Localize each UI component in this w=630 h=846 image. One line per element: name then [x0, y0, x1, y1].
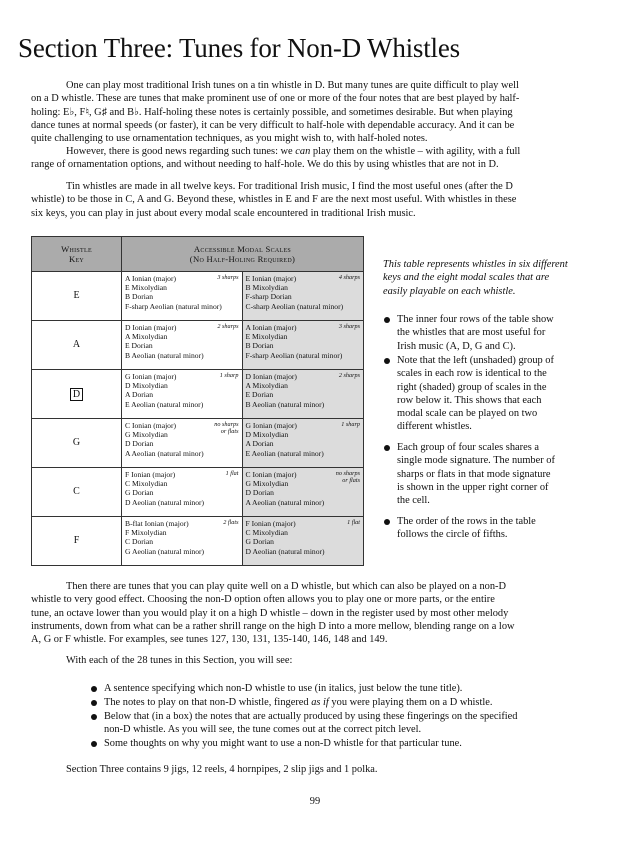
whistle-key-label: D	[70, 388, 83, 401]
scale-group-cell-right	[242, 272, 364, 321]
scale-name: F Ionian (major)	[245, 519, 296, 528]
mode-signature: 1 sharp	[219, 372, 239, 379]
scale-name: F Ionian (major)	[125, 470, 176, 479]
scale-name: A Dorian	[125, 390, 154, 400]
scale-name: E Mixolydian	[125, 283, 167, 293]
scale-name: C Ionian (major)	[245, 470, 297, 479]
table-row	[32, 321, 364, 370]
mode-signature: 2 sharps	[217, 323, 239, 330]
note-bullet: Each group of four scales shares a single mode signature. The number of sharps or flats in that mode signature is shown in the upper right corner of the cell.	[397, 441, 573, 507]
whistle-key-label: G	[72, 437, 81, 449]
accessible-scales-header: Accessible Modal Scales (No Half-Holing Required)	[122, 237, 364, 272]
table-row	[32, 272, 364, 321]
table-header-row	[32, 237, 364, 272]
text-line: This table represents whistles in six different	[383, 259, 568, 270]
scale-group-cell-left	[122, 321, 243, 370]
whistle-key-label: F	[73, 535, 80, 547]
scale-name: E Ionian (major)	[245, 274, 297, 283]
scale-name: F-sharp Dorian	[245, 292, 292, 302]
mode-signature: 3 sharps	[338, 323, 360, 330]
intro-paragraph-2	[31, 145, 586, 172]
scale-name: D Mixolydian	[245, 430, 289, 440]
scale-name: G Aeolian (natural minor)	[125, 546, 205, 556]
body-paragraph-1	[31, 580, 586, 646]
scale-name: D Dorian	[245, 488, 274, 498]
whistle-key-label: A	[72, 339, 81, 351]
text-line: six keys, you can play in just about every modal scale encountered in traditional Irish music.	[31, 207, 416, 219]
scale-name: A Mixolydian	[125, 332, 168, 342]
scale-group-cell-right	[242, 468, 364, 517]
scale-name: G Mixolydian	[125, 430, 168, 440]
note-bullet: Note that the left (unshaded) group of scales in each row is identical to the right (shaded) group of scales in the row below it. This shows that each modal scale can be played on two different whistles.	[397, 354, 573, 434]
whistle-key-label: E	[73, 290, 80, 302]
section-summary: Section Three contains 9 jigs, 12 reels, 4 hornpipes, 2 slip jigs and 1 polka.	[66, 764, 378, 775]
whistle-key-cell	[32, 468, 122, 517]
scale-group-cell-left	[122, 370, 243, 419]
scale-name: B Dorian	[125, 292, 154, 302]
scale-name: F-sharp Aeolian (natural minor)	[125, 301, 222, 311]
mode-signature: 2 sharps	[338, 372, 360, 379]
scale-name: D Dorian	[125, 439, 154, 449]
note-bullet: The inner four rows of the table show the whistles that are most useful for Irish music (A, D, G and C).	[397, 313, 573, 353]
text-line: keys and the eight modal scales that are	[383, 272, 550, 284]
scale-name: B-flat Ionian (major)	[125, 519, 189, 528]
scale-name: E Dorian	[125, 341, 153, 351]
whistle-key-cell	[32, 321, 122, 370]
list-item: A sentence specifying which non-D whistle to use (in italics, just below the tune title).	[104, 682, 586, 695]
scale-name: G Ionian (major)	[245, 421, 297, 430]
scale-group-cell-right	[242, 370, 364, 419]
scale-name: A Dorian	[245, 439, 274, 449]
text-line: on a D whistle. These are tunes that make prominent use of one or more of the four notes that are best played by half-	[31, 93, 520, 105]
scale-name: G Ionian (major)	[125, 372, 177, 381]
scale-group-cell-right	[242, 321, 364, 370]
scale-name: C Mixolydian	[125, 479, 168, 489]
scale-name: E Aeolian (natural minor)	[245, 448, 324, 458]
mode-signature: 2 flats	[223, 519, 239, 526]
scale-name: B Aeolian (natural minor)	[125, 350, 204, 360]
page-number: 99	[309, 796, 321, 807]
scale-name: D Aeolian (natural minor)	[125, 497, 205, 507]
table-caption	[383, 258, 573, 298]
scale-group-cell-left	[122, 517, 243, 566]
scale-name: A Mixolydian	[245, 381, 288, 391]
mode-signature: 4 sharps	[338, 274, 360, 281]
scale-group-cell-left	[122, 272, 243, 321]
text-line: Then there are tunes that you can play quite well on a D whistle, but which can also be played on a non-D	[66, 581, 507, 592]
whistle-key-cell	[32, 517, 122, 566]
whistle-key-cell	[32, 370, 122, 419]
text-line: instruments, down from what can be a rather shrill range on the high D into a more mellow, blending range on a low	[31, 620, 515, 632]
text-line: A, G or F whistle. For examples, see tunes 127, 130, 131, 135-140, 146, 148 and 149.	[31, 634, 388, 646]
scale-name: D Ionian (major)	[125, 323, 177, 332]
table-row	[32, 517, 364, 566]
scale-name: G Mixolydian	[245, 479, 289, 489]
table-row	[32, 370, 364, 419]
intro-paragraph-3	[31, 180, 586, 220]
scale-name: C Mixolydian	[245, 528, 288, 538]
scale-name: B Aeolian (natural minor)	[245, 399, 325, 409]
list-item: Some thoughts on why you might want to use a non-D whistle for that particular tune.	[104, 737, 586, 750]
intro-paragraph-1	[31, 79, 586, 145]
mode-signature: 3 sharps	[217, 274, 239, 281]
scale-group-cell-left	[122, 468, 243, 517]
mode-signature: no sharps or flats	[335, 470, 360, 484]
scale-name: E Aeolian (natural minor)	[125, 399, 204, 409]
list-item: Below that (in a box) the notes that are actually produced by using these fingerings on the specified non-D whistle. As you will see, the tune comes out at the correct pitch level.	[104, 710, 586, 737]
scale-group-cell-right	[242, 517, 364, 566]
scale-name: B Mixolydian	[245, 283, 288, 293]
text-line: tune, an octave lower than you would play it on a high D whistle – down in the register used by most other melody	[31, 607, 509, 619]
whistle-key-label: C	[73, 486, 80, 498]
scale-name: F-sharp Aeolian (natural minor)	[245, 350, 343, 360]
text-line: Tin whistles are made in all twelve keys. For traditional Irish music, I find the most useful ones (after the D	[66, 181, 513, 192]
scale-name: A Aeolian (natural minor)	[245, 497, 325, 507]
text-line: However, there is good news regarding such tunes: we can play them on the whistle – with agility, with a full	[66, 146, 521, 157]
scale-name: C Dorian	[125, 537, 154, 547]
text-line: With each of the 28 tunes in this Section, you will see:	[66, 655, 293, 666]
text-line: whistle) to be those in C, A and G. Beyond these, whistles in E and F are the next most useful. With whistles in these	[31, 194, 517, 206]
scale-group-cell-right	[242, 419, 364, 468]
scale-name: E Dorian	[245, 390, 274, 400]
scale-name: B Dorian	[245, 341, 274, 351]
scale-name: D Aeolian (natural minor)	[245, 546, 325, 556]
whistle-key-cell	[32, 419, 122, 468]
whistle-key-cell	[32, 272, 122, 321]
text-line: range of ornamentation options, and without needing to half-hole. We do this by using whistles that are not in D.	[31, 159, 499, 171]
mode-signature: no sharps or flats	[214, 421, 239, 435]
mode-signature: 1 flat	[225, 470, 239, 477]
scale-name: G Dorian	[125, 488, 154, 498]
table-row	[32, 468, 364, 517]
text-line: whistle to very good effect. Choosing the non-D option often allows you to play one or more parts, or the entire	[31, 594, 495, 606]
list-item: The notes to play on that non-D whistle, fingered as if you were playing them on a D whistle.	[104, 696, 586, 709]
table-row	[32, 419, 364, 468]
note-bullet: The order of the rows in the table follows the circle of fifths.	[397, 515, 573, 542]
scale-name: G Dorian	[245, 537, 274, 547]
scale-name: C Ionian (major)	[125, 421, 177, 430]
body-paragraph-2	[31, 654, 586, 667]
scale-name: F Mixolydian	[125, 528, 167, 538]
scale-name: C-sharp Aeolian (natural minor)	[245, 301, 344, 311]
modal-scales-table	[31, 236, 364, 566]
mode-signature: 1 sharp	[341, 421, 360, 428]
mode-signature: 1 flat	[347, 519, 360, 526]
page-title: Section Three: Tunes for Non-D Whistles	[18, 33, 460, 63]
text-line: dance tunes at normal speeds (or faster), it can be very difficult to half-hole with dependable accuracy. And it can be	[31, 119, 515, 131]
scale-name: D Ionian (major)	[245, 372, 297, 381]
scale-name: E Mixolydian	[245, 332, 288, 342]
scale-group-cell-left	[122, 419, 243, 468]
whistle-key-header: Whistle Key	[32, 237, 122, 272]
scale-name: A Aeolian (natural minor)	[125, 448, 204, 458]
scale-name: D Mixolydian	[125, 381, 168, 391]
scale-name: A Ionian (major)	[245, 323, 297, 332]
text-line: holing: E♭, F♮, G♯ and B♭. Half-holing these notes is certainly possible, and sometimes desirable. But when playing	[31, 106, 513, 118]
text-line: One can play most traditional Irish tunes on a tin whistle in D. But many tunes are quite difficult to play well	[66, 80, 519, 91]
text-line: quite challenging to use ornamentation techniques, as you might wish to, with half-holed notes.	[31, 133, 428, 145]
text-line: easily playable on each whistle.	[383, 285, 516, 297]
scale-name: A Ionian (major)	[125, 274, 177, 283]
